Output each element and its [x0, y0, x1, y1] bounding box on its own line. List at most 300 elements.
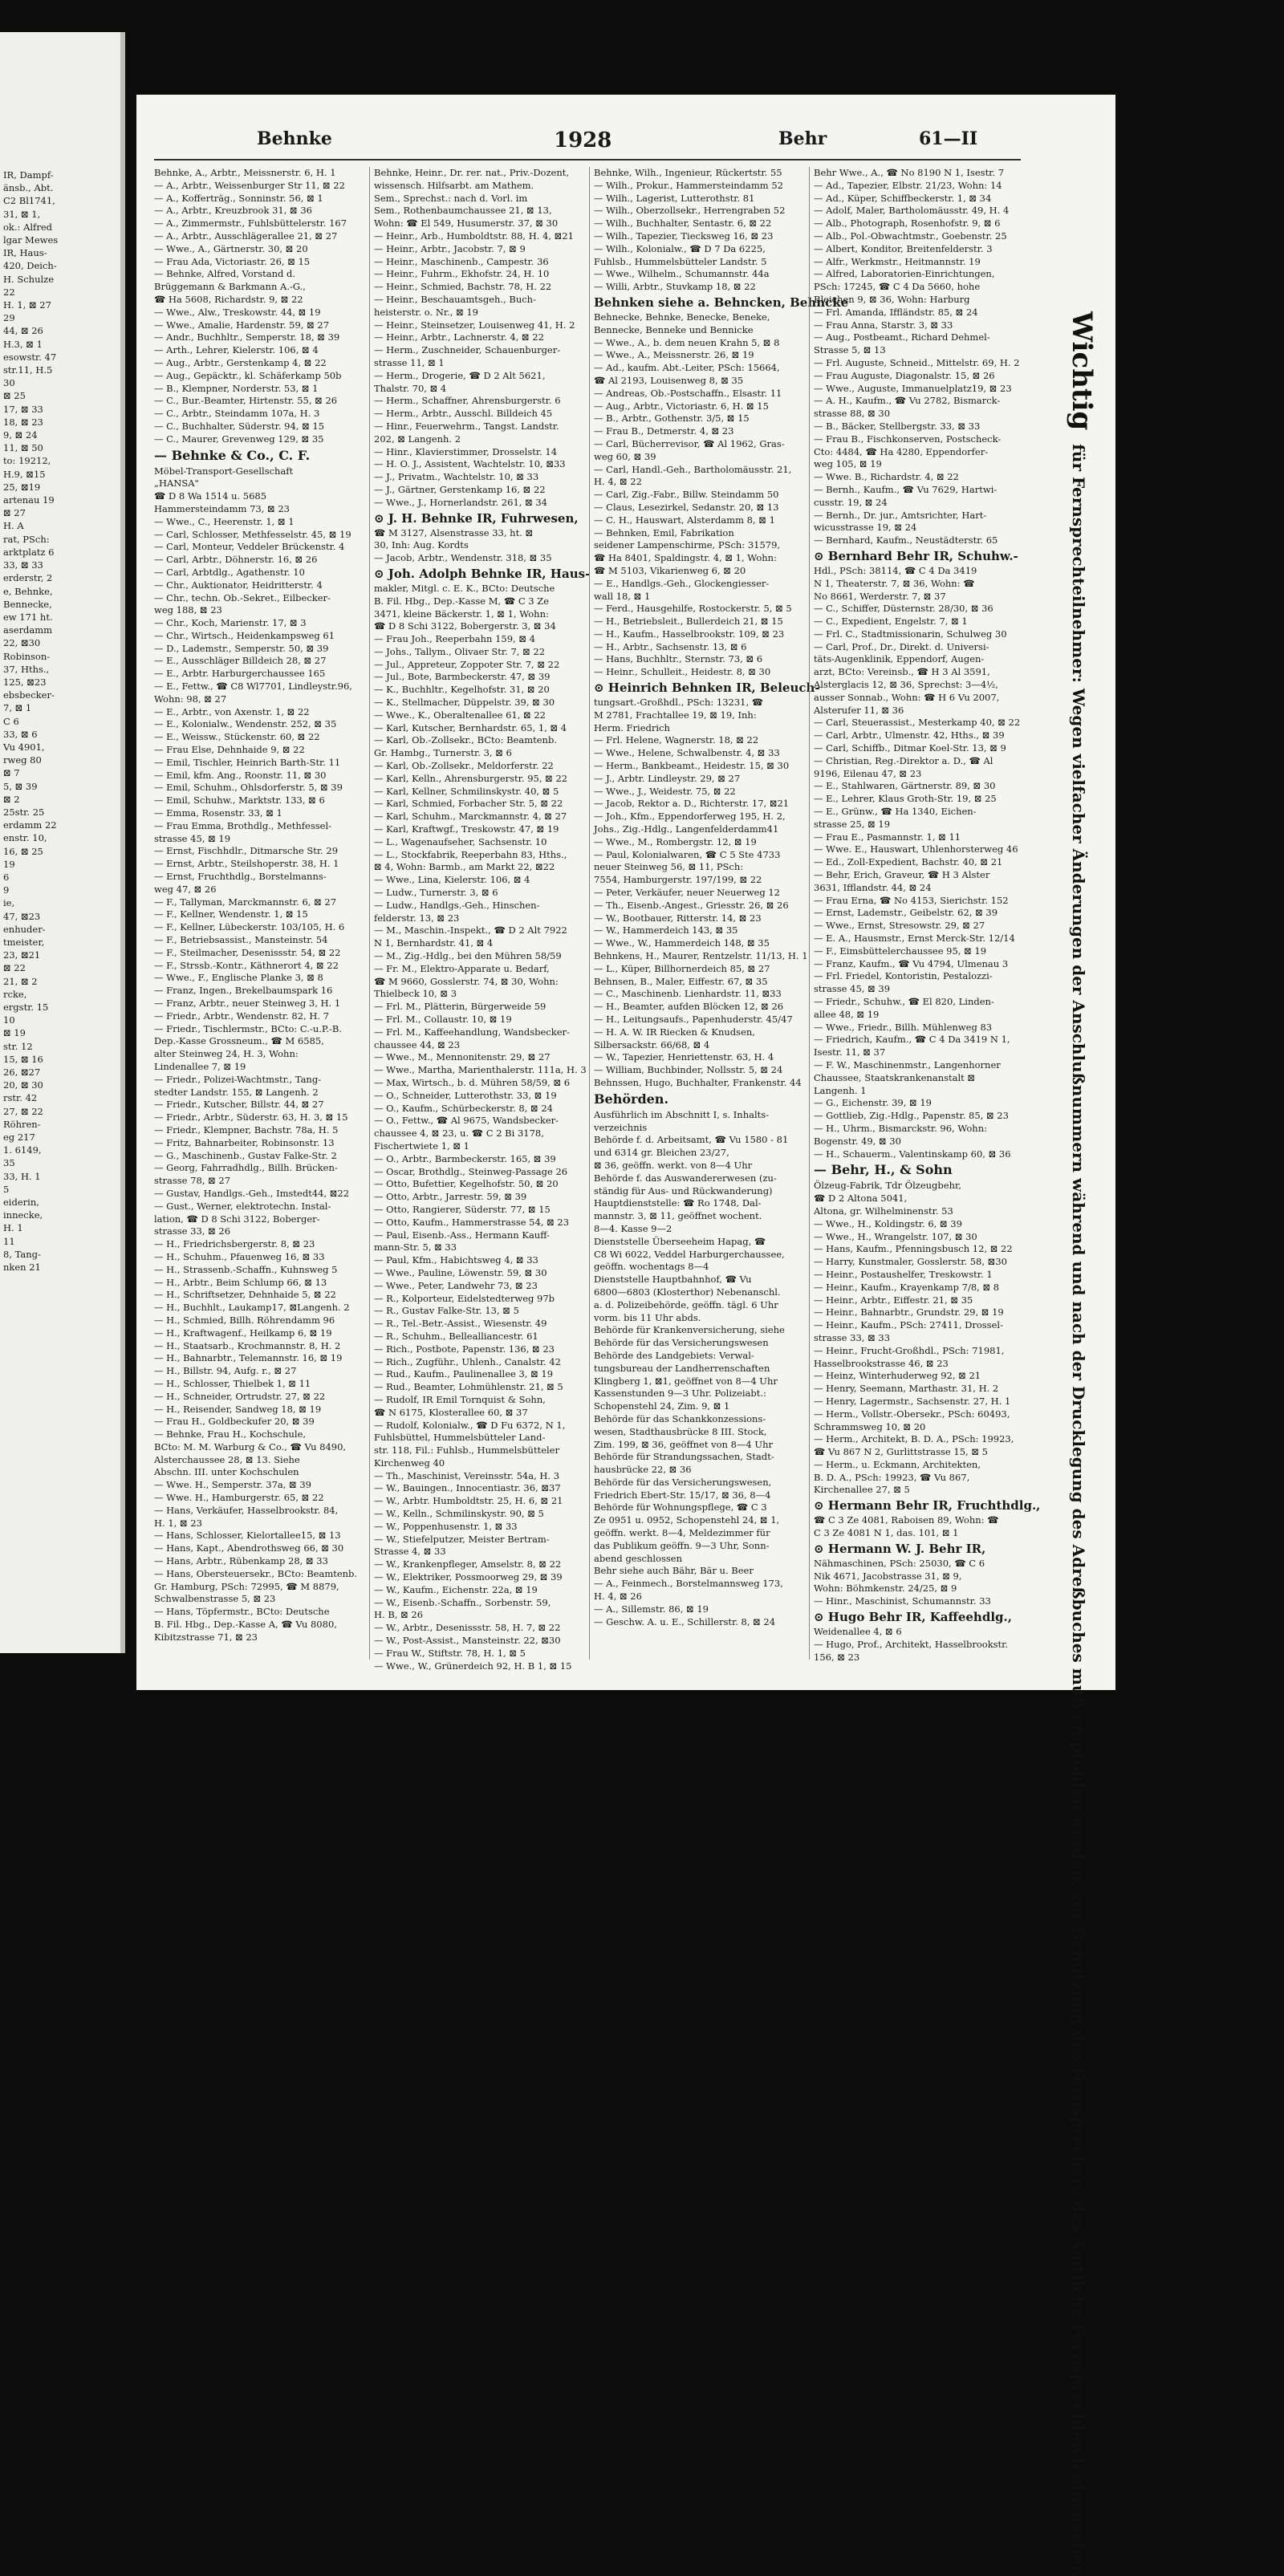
- listing-entry: Cto: 4484, ☎ Ha 4280, Eppendorfer-: [814, 445, 989, 457]
- left-page-fragment: 19: [3, 858, 15, 870]
- listing-entry: Dienststelle Hauptbahnhof, ☎ Vu: [594, 1274, 752, 1286]
- listing-entry: — W., Kaufm., Eichenstr. 22a, ⊠ 19: [374, 1583, 538, 1595]
- listing-entry: — H., Schlosser, Thielbek 1, ⊠ 11: [154, 1377, 311, 1389]
- left-page-fragment: erdamm 22: [3, 819, 57, 831]
- left-page-fragment: tmeister,: [3, 936, 45, 948]
- listing-entry: Lindenallee 7, ⊠ 19: [154, 1060, 246, 1072]
- listing-entry: — Franz, Ingen., Brekelbaumspark 16: [154, 985, 333, 997]
- listing-entry: ständig für Aus- und Rückwanderung): [594, 1184, 773, 1197]
- listing-entry: — W., Bauingen., Innocentiastr. 36, ⊠37: [374, 1482, 561, 1494]
- listing-entry: — Frl. Helene, Wagnerstr. 18, ⊠ 22: [594, 734, 759, 746]
- listing-entry: H. B, ⊠ 26: [374, 1609, 424, 1621]
- listing-entry: Behr siehe auch Bähr, Bär u. Beer: [594, 1565, 754, 1577]
- listing-entry: Abschn. III. unter Kochschulen: [154, 1466, 299, 1478]
- listing-entry: 7554, Hamburgerstr. 197/199, ⊠ 22: [594, 874, 762, 886]
- listing-entry: — Carl, Schlosser, Methfesselstr. 45, ⊠ 19: [154, 528, 351, 540]
- listing-entry: — Heinr., Steinsetzer, Louisenweg 41, H. 2: [374, 319, 575, 331]
- left-page-fragment: 9, ⊠ 24: [3, 429, 38, 441]
- listing-entry: — Hans, Obersteuersekr., BCto: Beamtenb.: [154, 1567, 358, 1579]
- listing-entry: — Wwe., F., Englische Planke 3, ⊠ 8: [154, 972, 323, 984]
- listing-entry: — C., Bur.-Beamter, Hirtenstr. 55, ⊠ 26: [154, 395, 338, 407]
- listing-entry: Möbel-Transport-Gesellschaft: [154, 465, 294, 477]
- column-divider: [369, 167, 370, 1660]
- listing-entry: — Max, Wirtsch., b. d. Mühren 58/59, ⊠ 6: [374, 1076, 571, 1088]
- listing-entry: — Heinr., Postaushelfer, Treskowstr. 1: [814, 1268, 993, 1280]
- listing-entry: geöffn. werkt. 8—4, Meldezimmer für: [594, 1527, 770, 1539]
- listing-entry: — Rud., Kaufm., Paulinenallee 3, ⊠ 19: [374, 1368, 554, 1380]
- listing-entry: — Wilh., Oberzollsekr., Herrengraben 52: [594, 205, 786, 217]
- listing-entry: — Frau H., Goldbeckufer 20, ⊠ 39: [154, 1416, 315, 1428]
- listing-entry: Behörde für das Versicherungswesen: [594, 1337, 769, 1349]
- left-page-fragment: str. 12: [3, 1040, 33, 1052]
- listing-entry: — Wwe., Pauline, Löwenstr. 59, ⊠ 30: [374, 1266, 547, 1278]
- listing-entry: wall 18, ⊠ 1: [594, 590, 651, 602]
- listing-entry: — Ludw., Handlgs.-Geh., Hinschen-: [374, 899, 540, 911]
- left-page-fragment: innecke,: [3, 1209, 43, 1221]
- listing-entry: Behnssen, Hugo, Buchhalter, Frankenstr. 44: [594, 1076, 802, 1088]
- listing-entry: — E., Kolonialw., Wendenstr. 252, ⊠ 35: [154, 718, 337, 730]
- listing-entry: — Hans, Buchhltr., Sternstr. 73, ⊠ 6: [594, 653, 763, 665]
- listing-entry: strasse 11, ⊠ 1: [374, 356, 445, 368]
- listing-entry: Alsterufer 11, ⊠ 36: [814, 704, 904, 716]
- listing-entry: Alsterglacis 12, ⊠ 36, Sprechst: 3—4½,: [814, 679, 998, 691]
- notice-heading: Wichtig: [1066, 311, 1098, 431]
- listing-entry: vorm. bis 11 Uhr abds.: [594, 1311, 701, 1323]
- listing-entry: — C. H., Hauswart, Alsterdamm 8, ⊠ 1: [594, 514, 775, 526]
- listing-entry: — Ernst, Fischhdlr., Ditmarsche Str. 29: [154, 845, 339, 857]
- listing-entry: — Jul., Appreteur, Zoppoter Str. 7, ⊠ 22: [374, 658, 560, 670]
- listing-entry: Zim. 199, ⊠ 36, geöffnet von 8—4 Uhr: [594, 1438, 773, 1450]
- left-page-fragment: 25, ⊠19: [3, 481, 41, 493]
- left-page-fragment: 31, ⊠ 1,: [3, 208, 41, 220]
- listing-entry: C 3 Ze 4081 N 1, das. 101, ⊠ 1: [814, 1527, 959, 1539]
- listing-entry: 8—4. Kasse 9—2: [594, 1222, 672, 1234]
- listing-entry: — W., Bootbauer, Ritterstr. 14, ⊠ 23: [594, 912, 762, 924]
- listing-entry: — Franz, Kaufm., ☎ Vu 4794, Ulmenau 3: [814, 957, 1009, 969]
- left-page-fragment: ⊠ 22: [3, 962, 26, 974]
- listing-entry: — Heinr., Beschauamtsgeh., Buch-: [374, 293, 536, 305]
- listing-entry: — Arth., Lehrer, Kielerstr. 106, ⊠ 4: [154, 344, 319, 356]
- listing-entry: hausbrücke 22, ⊠ 36: [594, 1464, 692, 1476]
- left-page-fragment: 8, Tang-: [3, 1248, 41, 1260]
- listing-entry: Sem., Rothenbaumchaussee 21, ⊠ 13,: [374, 205, 552, 217]
- listing-entry: — H., Schauerm., Valentinskamp 60, ⊠ 36: [814, 1148, 1011, 1160]
- listing-entry: — Herm., Bankbeamt., Heidestr. 15, ⊠ 30: [594, 760, 790, 772]
- left-page-fragment: erderstr, 2: [3, 572, 53, 584]
- listing-entry: — H., Betriebsleit., Bullerdeich 21, ⊠ 15: [594, 616, 783, 628]
- page-number: 61—II: [919, 128, 978, 149]
- listing-entry: BCto: M. M. Warburg & Co., ☎ Vu 8490,: [154, 1440, 347, 1453]
- listing-entry: — L., Wagenaufseher, Sachsenstr. 10: [374, 835, 547, 847]
- listing-entry: — Wwe., Wilhelm., Schumannstr. 44a: [594, 268, 770, 280]
- listing-entry: — Heinr., Arbtr., Eiffestr. 21, ⊠ 35: [814, 1294, 973, 1306]
- notice-text: für Fernsprechteilnehmer: Wegen vielfacher Änderungen der Anschlußnummern während und nach der Drucklegung des Adreßbuches muß empfohlen werden, vor Benutzung des Fernsprechers das Amtliche Fernsprechbuch einzusehen: [1069, 444, 1088, 2576]
- listing-entry: — Behnke, Alfred, Vorstand d.: [154, 268, 296, 280]
- listing-entry: — H., Schriftsetzer, Dehnhaide 5, ⊠ 22: [154, 1289, 336, 1301]
- left-page-fragment: H.3, ⊠ 1: [3, 338, 43, 350]
- listing-entry: — Fr. M., Elektro-Apparate u. Bedarf,: [374, 962, 550, 974]
- listing-entry: — C., Schiffer, Düsternstr. 28/30, ⊠ 36: [814, 603, 993, 615]
- listing-entry: lation, ☎ D 8 Schi 3122, Boberger-: [154, 1213, 320, 1225]
- listing-entry: — Ernst, Fruchthdlg., Borstelmanns-: [154, 871, 327, 883]
- listing-entry: Bleichen 9, ⊠ 36, Wohn: Harburg: [814, 293, 970, 305]
- listing-entry: Behörde für das Versicherungswesen,: [594, 1476, 772, 1488]
- left-page-fragment: IR, Haus-: [3, 247, 47, 259]
- left-page-fragment: enhuder-: [3, 923, 46, 935]
- listing-entry: — Aug., Arbtr., Victoriastr. 6, H. ⊠ 15: [594, 400, 769, 412]
- listing-entry: N 1, Theaterstr. 7, ⊠ 36, Wohn: ☎: [814, 577, 975, 589]
- listing-entry: Behnke, Heinr., Dr. rer. nat., Priv.-Dozent,: [374, 167, 570, 178]
- listing-entry: Schopenstehl 24, Zim. 9, ⊠ 1: [594, 1400, 730, 1412]
- listing-entry: — Wwe., Friedr., Billh. Mühlenweg 83: [814, 1021, 993, 1033]
- listing-entry: — H., Strassenb.-Schaffn., Kuhnsweg 5: [154, 1263, 338, 1275]
- listing-entry: — Rich., Zugführ., Uhlenh., Canalstr. 42: [374, 1355, 561, 1367]
- listing-entry: 3471, kleine Bäckerstr. 1, ⊠ 1, Wohn:: [374, 607, 549, 620]
- left-page-fragment: ⊠ 25: [3, 390, 26, 402]
- left-page-fragment: esowstr. 47: [3, 351, 57, 363]
- listing-entry: Nähmaschinen, PSch: 25030, ☎ C 6: [814, 1557, 985, 1569]
- left-page-fragment: 27, ⊠ 22: [3, 1105, 43, 1117]
- column-4: [814, 167, 1041, 1664]
- listing-entry: — Gust., Werner, elektrotechn. Instal-: [154, 1200, 331, 1212]
- listing-entry: — Wwe., C., Heerenstr. 1, ⊠ 1: [154, 515, 295, 527]
- listing-entry: makler, Mitgl. c. E. K., BCto: Deutsche: [374, 582, 555, 594]
- listing-entry: chaussee 44, ⊠ 23: [374, 1038, 461, 1050]
- listing-entry: — Herm., Arbtr., Ausschl. Billdeich 45: [374, 408, 553, 420]
- listing-entry: — Andr., Buchhltr., Semperstr. 18, ⊠ 39: [154, 331, 340, 343]
- left-page-fragment: 5, ⊠ 39: [3, 780, 38, 792]
- listing-entry: H. 4, ⊠ 26: [594, 1591, 642, 1603]
- listing-entry: PSch: 17245, ☎ C 4 Da 5660, hohe: [814, 281, 981, 293]
- listing-entry: — Carl, Steuerassist., Mesterkamp 40, ⊠ 22: [814, 717, 1021, 729]
- left-page-fragment: Vu 4901,: [3, 741, 45, 753]
- listing-entry: — Paul, Kfm., Habichtsweg 4, ⊠ 33: [374, 1254, 538, 1266]
- listing-entry: ☎ M 5103, Vikarienweg 6, ⊠ 20: [594, 564, 746, 576]
- listing-entry: — Heinr., Schmied, Bachstr. 78, H. 22: [374, 281, 552, 293]
- listing-entry: allee 48, ⊠ 19: [814, 1008, 880, 1020]
- listing-entry: — L., Stockfabrik, Reeperbahn 83, Hths.,: [374, 848, 567, 860]
- listing-entry: — A., Arbtr., Weissenburger Str 11, ⊠ 22: [154, 179, 345, 191]
- listing-entry: Kirchenweg 40: [374, 1457, 445, 1469]
- listing-entry: — K., Buchhltr., Kegelhofstr. 31, ⊠ 20: [374, 684, 550, 696]
- listing-entry: — Otto, Bufettier, Kegelhofstr. 50, ⊠ 20: [374, 1178, 559, 1190]
- listing-entry: mann-Str. 5, ⊠ 33: [374, 1241, 457, 1253]
- listing-entry: 9196, Eilenau 47, ⊠ 23: [814, 767, 922, 779]
- listing-entry: — B., Bäcker, Stellbergstr. 33, ⊠ 33: [814, 420, 981, 432]
- listing-entry: — Heinz, Winterhuderweg 92, ⊠ 21: [814, 1370, 981, 1382]
- listing-entry: — F., Kellner, Wendenstr. 1, ⊠ 15: [154, 908, 308, 920]
- left-page-fragment: änsb., Abt.: [3, 182, 54, 194]
- listing-entry: — Rudolf, IR Emil Tornquist & Sohn,: [374, 1393, 546, 1405]
- left-page-fragment: 35: [3, 1157, 15, 1169]
- listing-entry: — Otto, Rangierer, Süderstr. 77, ⊠ 15: [374, 1203, 551, 1215]
- left-page-fragment: H.9, ⊠15: [3, 468, 46, 480]
- column-2: [374, 167, 591, 1672]
- listing-entry: Ölzeug-Fabrik, Tdr Ölzeugbehr,: [814, 1180, 961, 1192]
- listing-entry: — Wilh., Prokur., Hammersteindamm 52: [594, 179, 783, 191]
- listing-entry: — E., Ausschläger Billdeich 28, ⊠ 27: [154, 655, 327, 667]
- listing-entry: geöffn. wochentags 8—4: [594, 1261, 709, 1273]
- listing-entry: ☎ M 9660, Gosslerstr. 74, ⊠ 30, Wohn:: [374, 975, 559, 987]
- listing-entry: ⊙ Joh. Adolph Behnke IR, Haus-: [374, 566, 591, 581]
- listing-entry: — Oscar, Brothdlg., Steinweg-Passage 26: [374, 1165, 568, 1177]
- listing-entry: abend geschlossen: [594, 1552, 682, 1564]
- column-1: [154, 167, 364, 1644]
- listing-entry: strasse 78, ⊠ 27: [154, 1175, 231, 1187]
- listing-entry: strasse 33, ⊠ 26: [154, 1225, 231, 1237]
- listing-entry: — W., Eisenb.-Schaffn., Sorbenstr. 59,: [374, 1596, 551, 1608]
- listing-entry: — Frau Emma, Brothdlg., Methfessel-: [154, 819, 332, 831]
- listing-entry: — Rich., Postbote, Papenstr. 136, ⊠ 23: [374, 1343, 555, 1355]
- listing-entry: — Emil, kfm. Ang., Roonstr. 11, ⊠ 30: [154, 769, 327, 781]
- listing-entry: — W., Tapezier, Henriettenstr. 63, H. 4: [594, 1051, 774, 1063]
- listing-entry: 202, ⊠ Langenh. 2: [374, 433, 461, 445]
- listing-entry: — Friedr., Kutscher, Billstr. 44, ⊠ 27: [154, 1099, 324, 1111]
- listing-entry: — C., Buchhalter, Süderstr. 94, ⊠ 15: [154, 420, 325, 432]
- listing-entry: — E., Weissw., Stückenstr. 60, ⊠ 22: [154, 731, 320, 743]
- listing-entry: — Heinr., Schulleit., Heidestr. 8, ⊠ 30: [594, 666, 771, 678]
- listing-entry: — Wwe. H., Hamburgerstr. 65, ⊠ 22: [154, 1492, 324, 1504]
- listing-entry: — W., Post-Assist., Mansteinstr. 22, ⊠30: [374, 1635, 561, 1647]
- left-page-fragment: 23, ⊠21: [3, 949, 41, 961]
- listing-entry: ☎ Al 2193, Louisenweg 8, ⊠ 35: [594, 374, 744, 386]
- listing-entry: — Wilh., Kolonialw., ☎ D 7 Da 6225,: [594, 242, 766, 254]
- left-page-fragment: 30: [3, 377, 15, 389]
- left-page-fragment: lgar Mewes: [3, 234, 59, 246]
- listing-entry: — Heinr., Fuhrm., Ekhofstr. 24, H. 10: [374, 268, 550, 280]
- listing-entry: — R., Schuhm., Bellealliancestr. 61: [374, 1330, 538, 1342]
- listing-entry: — Ernst, Arbtr., Steilshoperstr. 38, H. 1: [154, 858, 339, 870]
- listing-entry: Hdl., PSch: 38114, ☎ C 4 Da 3419: [814, 564, 977, 576]
- listing-entry: ☎ Ha 5608, Richardstr. 9, ⊠ 22: [154, 293, 303, 305]
- listing-entry: Gr. Hamburg, PSch: 72995, ☎ M 8879,: [154, 1580, 339, 1592]
- listing-entry: Behörden.: [594, 1091, 669, 1107]
- listing-entry: Behörde des Landgebiets: Verwal-: [594, 1349, 754, 1361]
- listing-entry: — Geschw. A. u. E., Schillerstr. 8, ⊠ 24: [594, 1615, 776, 1627]
- listing-entry: — Friedr., Klempner, Bachstr. 78a, H. 5: [154, 1123, 339, 1136]
- listing-entry: Alsterchaussee 28, ⊠ 13. Siehe: [154, 1453, 300, 1465]
- listing-entry: B. D. A., PSch: 19923, ☎ Vu 867,: [814, 1471, 970, 1483]
- listing-entry: — Herm., Schaffner, Ahrensburgerstr. 6: [374, 395, 561, 407]
- listing-entry: Friedrich Ebert-Str. 15/17, ⊠ 36, 8—4: [594, 1489, 771, 1501]
- listing-entry: — Ed., Zoll-Expedient, Bachstr. 40, ⊠ 21: [814, 856, 1003, 868]
- listing-entry: Behnke, Wilh., Ingenieur, Rückertstr. 55: [594, 167, 782, 178]
- listing-entry: — Heinr., Frucht-Großhdl., PSch: 71981,: [814, 1344, 1005, 1356]
- listing-entry: — Alfr., Werkmstr., Heitmannstr. 19: [814, 255, 981, 267]
- listing-entry: — Frau W., Stiftstr. 78, H. 1, ⊠ 5: [374, 1647, 526, 1659]
- header-right-keyword: Behr: [778, 128, 827, 149]
- listing-entry: — Frl. M., Collaustr. 10, ⊠ 19: [374, 1014, 512, 1025]
- left-page-fragment: C2 Bl1741,: [3, 195, 55, 207]
- listing-entry: Kassenstunden 9—3 Uhr. Polizeiabt.:: [594, 1388, 766, 1400]
- listing-entry: — J., Privatm., Wachtelstr. 10, ⊠ 33: [374, 471, 539, 483]
- listing-entry: — O., Fettw., ☎ Al 9675, Wandsbecker-: [374, 1115, 559, 1127]
- listing-entry: — H. A. W. IR Riecken & Knudsen,: [594, 1026, 755, 1038]
- listing-entry: Behnken siehe a. Behncken, Behncke: [594, 295, 849, 310]
- listing-entry: — Wwe., W., Hammerdeich 148, ⊠ 35: [594, 937, 770, 949]
- listing-entry: — Frau E., Pasmannstr. 1, ⊠ 11: [814, 831, 961, 843]
- listing-entry: mannstr. 3, ⊠ 11, geöffnet wochent.: [594, 1210, 762, 1222]
- listing-entry: — Emma, Rosenstr. 33, ⊠ 1: [154, 807, 282, 819]
- listing-entry: — Heinr., Maschinenb., Campestr. 36: [374, 255, 549, 267]
- listing-entry: — Heinr., Bahnarbtr., Grundstr. 29, ⊠ 19: [814, 1306, 1004, 1318]
- listing-entry: arzt, BCto: Vereinsb., ☎ H 3 Al 3591,: [814, 666, 990, 678]
- listing-entry: — Frl. M., Plätterin, Bürgerweide 59: [374, 1001, 547, 1013]
- listing-entry: — Wwe., Auguste, Immanuelplatz19, ⊠ 23: [814, 382, 1012, 394]
- listing-entry: wesen, Stadthausbrücke 8 III. Stock,: [594, 1425, 767, 1437]
- listing-entry: — Paul, Kolonialwaren, ☎ C 5 Ste 4733: [594, 848, 781, 860]
- listing-entry: — Hans, Schlosser, Kielortallee15, ⊠ 13: [154, 1530, 341, 1542]
- listing-entry: — Frau Ada, Victoriastr. 26, ⊠ 15: [154, 255, 311, 267]
- listing-entry: — H., Kraftwagenf., Heilkamp 6, ⊠ 19: [154, 1327, 332, 1339]
- listing-entry: — Harry, Kunstmaler, Gosslerstr. 58, ⊠30: [814, 1256, 1007, 1268]
- left-page-fragment: ew 171 ht.: [3, 611, 53, 623]
- left-page-fragment: 9: [3, 884, 10, 896]
- listing-entry: — Herm., Zuschneider, Schauenburger-: [374, 344, 561, 356]
- listing-entry: Hammersteindamm 73, ⊠ 23: [154, 502, 290, 514]
- listing-entry: Bennecke, Benneke und Bennicke: [594, 323, 754, 335]
- listing-entry: — A., Arbtr., Ausschlägerallee 21, ⊠ 27: [154, 230, 338, 242]
- listing-entry: ⊙ Hugo Behr IR, Kaffeehdlg.,: [814, 1610, 1012, 1625]
- listing-entry: Fuhlsbüttel, Hummelsbütteler Land-: [374, 1432, 546, 1444]
- listing-entry: — Herm., u. Eckmann, Architekten,: [814, 1458, 981, 1470]
- listing-entry: — Adolf, Maler, Bartholomäusstr. 49, H. 4: [814, 205, 1010, 217]
- listing-entry: — Heinr., Kaufm., PSch: 27411, Drossel-: [814, 1319, 1003, 1331]
- listing-entry: — D., Lademstr., Semperstr. 50, ⊠ 39: [154, 642, 329, 654]
- listing-entry: — Frl. Amanda, Iffländstr. 85, ⊠ 24: [814, 306, 978, 318]
- listing-entry: — M., Maschin.-Inspekt., ☎ D 2 Alt 7922: [374, 924, 567, 937]
- listing-entry: strasse 88, ⊠ 30: [814, 408, 891, 420]
- listing-entry: — W., Kelln., Schmilinskystr. 90, ⊠ 5: [374, 1508, 544, 1520]
- listing-entry: — Friedrich, Kaufm., ☎ C 4 Da 3419 N 1,: [814, 1034, 1010, 1046]
- listing-entry: — Wwe. H., Semperstr. 37a, ⊠ 39: [154, 1479, 311, 1491]
- left-page-fragment: ⊠ 19: [3, 1027, 26, 1039]
- listing-entry: — F., Strssb.-Kontr., Käthnerort 4, ⊠ 22: [154, 959, 339, 971]
- listing-entry: — Wwe., Lina, Kielerstr. 106, ⊠ 4: [374, 874, 530, 886]
- listing-entry: — R., Gustav Falke-Str. 13, ⊠ 5: [374, 1305, 519, 1317]
- listing-entry: — Christian, Reg.-Direktor a. D., ☎ Al: [814, 754, 993, 766]
- listing-entry: — C., Expedient, Engelstr. 7, ⊠ 1: [814, 616, 968, 628]
- listing-entry: 156, ⊠ 23: [814, 1651, 860, 1663]
- listing-entry: — Fritz, Bahnarbeiter, Robinsonstr. 13: [154, 1136, 335, 1148]
- listing-entry: — Friedr., Schuhw., ☎ El 820, Linden-: [814, 996, 994, 1007]
- left-page-fragment: 17, ⊠ 33: [3, 403, 43, 415]
- listing-entry: Nik 4671, Jacobstrasse 31, ⊠ 9,: [814, 1570, 962, 1582]
- listing-entry: ☎ D 8 Schi 3122, Bobergerstr. 3, ⊠ 34: [374, 620, 556, 632]
- listing-entry: — Carl, Handl.-Geh., Bartholomäusstr. 21,: [594, 463, 792, 475]
- listing-entry: alter Steinweg 24, H. 3, Wohn:: [154, 1048, 299, 1060]
- listing-entry: — Claus, Lesezirkel, Sedanstr. 20, ⊠ 13: [594, 501, 779, 513]
- listing-entry: — Henry, Seemann, Marthastr. 31, H. 2: [814, 1383, 999, 1395]
- listing-entry: ausser Sonnab., Wohn: ☎ H 6 Vu 2007,: [814, 691, 1000, 703]
- listing-entry: Chaussee, Staatskrankenanstalt ⊠: [814, 1071, 976, 1083]
- listing-entry: Hauptdienststelle: ☎ Ro 1748, Dal-: [594, 1197, 762, 1209]
- listing-entry: strasse 45, ⊠ 19: [154, 832, 231, 844]
- listing-entry: — Behr, Erich, Graveur, ☎ H 3 Alster: [814, 869, 990, 881]
- left-page-fragment: 44, ⊠ 26: [3, 325, 43, 337]
- listing-entry: C8 Wi 6022, Veddel Harburgerchaussee,: [594, 1248, 785, 1260]
- listing-entry: Klingberg 1, ⊠1, geöffnet von 8—4 Uhr: [594, 1375, 778, 1387]
- listing-entry: — H., Kaufm., Hasselbrookstr. 109, ⊠ 23: [594, 628, 785, 640]
- listing-entry: Behörde für Krankenversicherung, siehe: [594, 1324, 785, 1336]
- header-year: 1928: [554, 128, 612, 152]
- listing-entry: Altona, gr. Wilhelminenstr. 53: [814, 1205, 953, 1217]
- listing-entry: — F., Betriebsassist., Mansteinstr. 54: [154, 934, 328, 946]
- listing-entry: — E., Arbtr., von Axenstr. 1, ⊠ 22: [154, 705, 310, 717]
- listing-entry: Behnkens, H., Maurer, Rentzelstr. 11/13, H. 1: [594, 950, 808, 962]
- listing-entry: — Johs., Tallym., Olivaer Str. 7, ⊠ 22: [374, 645, 546, 657]
- column-divider: [589, 167, 590, 1660]
- left-page-fragment: H. A: [3, 520, 24, 532]
- listing-entry: — Alfred, Laboratorien-Einrichtungen,: [814, 268, 995, 280]
- listing-entry: — Henry, Lagermstr., Sachsenstr. 27, H. 1: [814, 1395, 1011, 1407]
- left-page-fragment: 33, ⊠ 6: [3, 728, 38, 740]
- listing-entry: weg 105, ⊠ 19: [814, 458, 882, 470]
- listing-entry: — Wwe. B., Richardstr. 4, ⊠ 22: [814, 471, 959, 483]
- directory-page: [136, 95, 1115, 2576]
- left-page-fragment: ebsbecker-: [3, 689, 55, 701]
- listing-entry: — Ferd., Hausgehilfe, Rostockerstr. 5, ⊠ 5: [594, 603, 792, 615]
- listing-entry: das Publikum geöffn. 9—3 Uhr, Sonn-: [594, 1539, 770, 1551]
- left-page-fragment: 25str. 25: [3, 806, 45, 818]
- listing-entry: — Hans, Arbtr., Rübenkamp 28, ⊠ 33: [154, 1555, 328, 1567]
- listing-entry: strasse 45, ⊠ 39: [814, 983, 891, 995]
- listing-entry: Schrammsweg 10, ⊠ 20: [814, 1420, 926, 1432]
- listing-entry: — H., Staatsarb., Krochmannstr. 8, H. 2: [154, 1339, 341, 1351]
- listing-entry: Silbersackstr. 66/68, ⊠ 4: [594, 1038, 710, 1050]
- listing-entry: — F., Steilmacher, Desenissstr. 54, ⊠ 22: [154, 946, 341, 958]
- listing-entry: — H., Schneider, Ortrudstr. 27, ⊠ 22: [154, 1390, 326, 1402]
- listing-entry: — J., Gärtner, Gerstenkamp 16, ⊠ 22: [374, 483, 546, 495]
- listing-entry: Weidenallee 4, ⊠ 6: [814, 1626, 902, 1638]
- listing-entry: wissensch. Hilfsarbt. am Mathem.: [374, 179, 534, 191]
- listing-entry: Behörde für das Schankkonzessions-: [594, 1412, 766, 1424]
- listing-entry: — O., Arbtr., Barmbeckerstr. 165, ⊠ 39: [374, 1152, 556, 1164]
- listing-entry: — Hans, Kapt., Abendrothsweg 66, ⊠ 30: [154, 1542, 344, 1554]
- listing-entry: — Albert, Konditor, Breitenfelderstr. 3: [814, 242, 993, 254]
- listing-entry: — A., Sillemstr. 86, ⊠ 19: [594, 1603, 709, 1615]
- listing-entry: — Wwe., Alw., Treskowstr. 44, ⊠ 19: [154, 306, 321, 318]
- listing-entry: — Karl, Kutscher, Bernhardstr. 65, 1, ⊠ 4: [374, 721, 567, 733]
- listing-entry: Strasse 5, ⊠ 13: [814, 344, 886, 356]
- left-page-fragment: IR, Dampf-: [3, 169, 54, 181]
- listing-entry: — Otto, Kaufm., Hammerstrasse 54, ⊠ 23: [374, 1216, 570, 1228]
- listing-entry: — Karl, Schmied, Forbacher Str. 5, ⊠ 22: [374, 798, 563, 810]
- listing-entry: — Carl, Arbtr., Ulmenstr. 42, Hths., ⊠ 39: [814, 729, 1005, 742]
- listing-entry: Dep.-Kasse Grossneum., ☎ M 6585,: [154, 1035, 324, 1047]
- listing-entry: — Chr., Wirtsch., Heidenkampsweg 61: [154, 629, 335, 641]
- listing-entry: Behnsen, B., Maler, Eiffestr. 67, ⊠ 35: [594, 975, 768, 987]
- listing-entry: ⊠ 36, geöffn. werkt. von 8—4 Uhr: [594, 1159, 753, 1171]
- listing-entry: — F. W., Maschinenmstr., Langenhorner: [814, 1058, 1001, 1071]
- listing-entry: — Heinr., Arb., Humboldtstr. 88, H. 4, ⊠21: [374, 230, 574, 242]
- left-page-fragment: 33, ⊠ 33: [3, 559, 43, 571]
- listing-entry: — Behr, H., & Sohn: [814, 1162, 953, 1178]
- listing-entry: — Bernh., Kaufm., ☎ Vu 7629, Hartwi-: [814, 483, 998, 495]
- listing-entry: — J., Arbtr. Lindleystr. 29, ⊠ 27: [594, 772, 741, 784]
- listing-entry: — Wwe., J., Weidestr. 75, ⊠ 22: [594, 785, 736, 797]
- left-page-fragment: eiderin,: [3, 1197, 39, 1209]
- listing-entry: Johs., Zig.-Hdlg., Langenfelderdamm41: [594, 823, 779, 835]
- listing-entry: ☎ Vu 867 N 2, Gurlittstrasse 15, ⊠ 5: [814, 1446, 988, 1458]
- listing-entry: — Franz, Arbtr., neuer Steinweg 3, H. 1: [154, 997, 341, 1009]
- listing-entry: — Hinr., Maschinist, Schumannstr. 33: [814, 1595, 991, 1607]
- left-page-fragment: Robinson-: [3, 650, 51, 662]
- listing-entry: ☎ C 3 Ze 4081, Raboisen 89, Wohn: ☎: [814, 1514, 999, 1526]
- listing-entry: B. Fil. Hbg., Dep.-Kasse A, ☎ Vu 8080,: [154, 1619, 337, 1631]
- listing-entry: Fischertwiete 1, ⊠ 1: [374, 1140, 469, 1152]
- listing-entry: — Carl, Prof., Dr., Direkt. d. Universi-: [814, 640, 989, 652]
